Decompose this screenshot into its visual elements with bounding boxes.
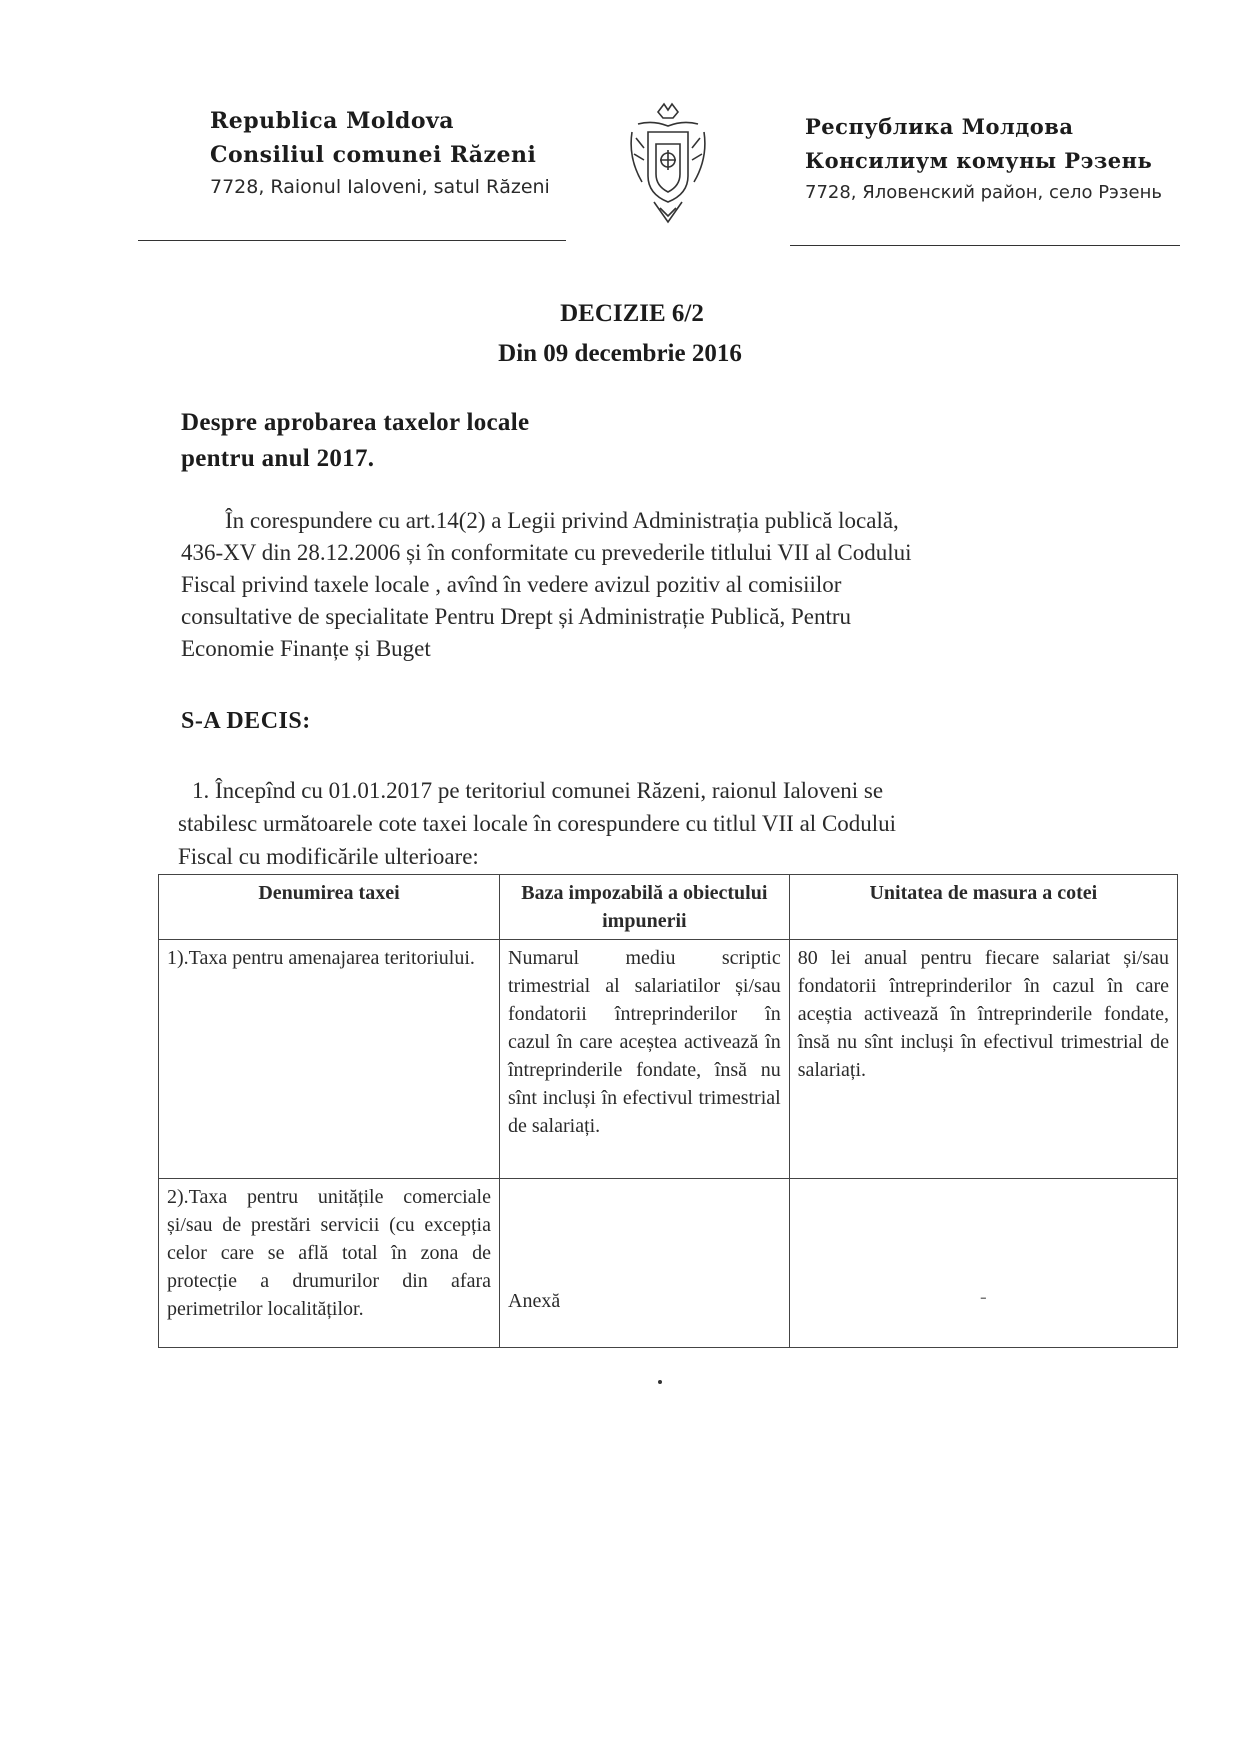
item-1-line: 1. Începînd cu 01.01.2017 pe teritoriul comunei Răzeni, raionul Ialoveni se <box>192 778 884 803</box>
header-council-ro: Consiliul comunei Răzeni <box>210 142 537 168</box>
header-address-ro: 7728, Raionul Ialoveni, satul Răzeni <box>210 176 550 198</box>
cell-tax-name: 2).Taxa pentru unitățile comerciale și/sau de prestări servicii (cu excepția celor care se află total în zona de protecție a drumurilor din afara perimetrilor localităților. <box>159 1179 500 1348</box>
preamble-line: Economie Finanțe și Buget <box>181 636 431 661</box>
local-taxes-table <box>158 874 1178 1348</box>
decided-heading: S-A DECIS: <box>181 708 311 734</box>
cell-rate: 80 lei anual pentru fiecare salariat și/sau fondatorii întreprinderilor în cazul în care aceștia activează în întreprinderile fondate, însă nu sînt incluși în efectivul trimestrial de salariați. <box>789 940 1177 1179</box>
header-council-ru: Консилиум комуны Рэзень <box>805 148 1153 173</box>
header-address-ru: 7728, Яловенский район, село Рэзень <box>805 182 1162 203</box>
cell-tax-base: Numarul mediu scriptic trimestrial al salariatilor și/sau fondatorii întreprinderilor în cazul în care aceștea activează în întreprinderile fondate, însă nu sînt incluși în efectivul trimestrial de salariați. <box>500 940 790 1179</box>
scan-speck <box>658 1380 662 1384</box>
column-header-tax-base: Baza impozabilă a obiectului impunerii <box>500 875 790 940</box>
header-right <box>805 110 1235 208</box>
cell-tax-base <box>500 1179 790 1348</box>
header-country-ru: Республика Молдова <box>805 114 1074 139</box>
coat-of-arms-icon <box>618 98 718 228</box>
decision-subject <box>181 405 529 477</box>
header-country-ro: Republica Moldova <box>210 108 455 134</box>
header-divider-right <box>790 245 1180 246</box>
preamble-paragraph <box>181 505 1061 665</box>
decision-number: DECIZIE 6/2 <box>560 300 704 327</box>
decision-date: Din 09 decembrie 2016 <box>498 340 742 367</box>
header-divider-left <box>138 240 566 241</box>
header-left <box>210 104 590 202</box>
item-1-line: Fiscal cu modificările ulterioare: <box>178 844 479 869</box>
rate-dash: - <box>980 1286 987 1308</box>
preamble-line: consultative de specialitate Pentru Drept și Administrație Publică, Pentru <box>181 604 852 629</box>
column-header-tax-name: Denumirea taxei <box>159 875 500 940</box>
subject-line: pentru anul 2017. <box>181 445 375 472</box>
subject-line: Despre aprobarea taxelor locale <box>181 409 530 436</box>
table-row <box>159 940 1178 1179</box>
preamble-line: În corespundere cu art.14(2) a Legii privind Administrația publică locală, <box>225 508 899 533</box>
preamble-line: 436-XV din 28.12.2006 și în conformitate cu prevederile titlului VII al Codului <box>181 540 912 565</box>
preamble-line: Fiscal privind taxele locale , avînd în vedere avizul pozitiv al comisiilor <box>181 572 842 597</box>
cell-rate <box>789 1179 1177 1348</box>
table-row <box>159 1179 1178 1348</box>
annex-reference: Anexă <box>508 1290 561 1312</box>
column-header-rate-unit: Unitatea de masura a cotei <box>789 875 1177 940</box>
table-header-row <box>159 875 1178 940</box>
cell-tax-name: 1).Taxa pentru amenajarea teritoriului. <box>159 940 500 1179</box>
item-1-paragraph <box>178 774 1178 873</box>
item-1-line: stabilesc următoarele cote taxei locale în corespundere cu titlul VII al Codului <box>178 811 897 836</box>
